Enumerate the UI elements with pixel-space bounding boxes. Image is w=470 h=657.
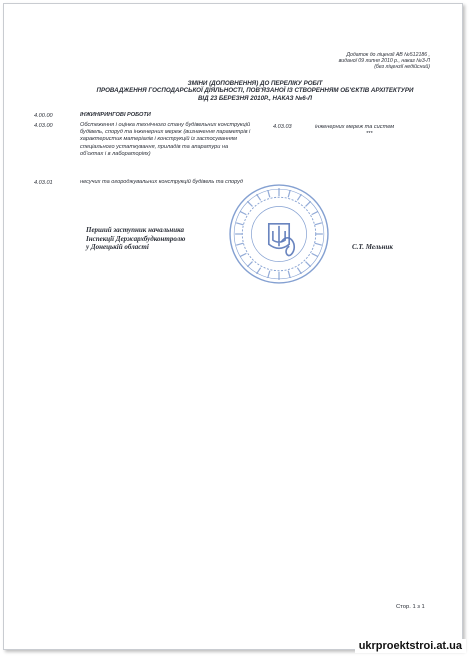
item-text-1: ІНЖИНІРИНГОВІ РОБОТИ — [80, 112, 151, 118]
item-text-2: Обстеження і оцінка технічного стану будівельних конструкцій будівель, споруд та інженерних мереж (визначення параметрів і характеристик матеріалів і конструкцій із застосуванням спеціального устаткування, приладів та апаратури на об'єктах і в лабораторіях) — [80, 122, 251, 157]
site-watermark: ukrproektstroi.at.ua — [355, 639, 466, 653]
item-code-3: 4.03.01 — [34, 180, 53, 186]
header-line-2: виданої 09 липня 2010 р., наказ №3-Л — [338, 58, 430, 65]
page-number: Стор. 1 з 1 — [396, 604, 425, 610]
title-line-2: ПРОВАДЖЕННЯ ГОСПОДАРСЬКОЇ ДІЯЛЬНОСТІ, ПОВ'ЯЗАНОЇ ІЗ СТВОРЕННЯМ ОБ'ЄКТІВ АРХІТЕКТУРИ — [96, 87, 414, 95]
signatory-line-3: у Донецькій області — [86, 243, 149, 252]
item-stars: *** — [366, 131, 373, 137]
signatory-line-1: Перший заступник начальника — [86, 226, 185, 234]
title-line-3: ВІД 23 БЕРЕЗНЯ 2010Р., НАКАЗ №6-Л — [197, 94, 313, 102]
signatory-line-2: Інспекції Держархбудконтролю — [86, 234, 186, 243]
item-text-3: несучих та огороджувальних конструкцій будівель та споруд — [80, 179, 243, 185]
signatory-name: С.Т. Мельник — [352, 243, 393, 251]
item-text-4: інженерних мереж та систем — [315, 124, 395, 130]
header-line-1: Додаток до ліцензії АВ №512186 , — [346, 52, 430, 58]
item-code-2: 4.03.00 — [34, 123, 53, 129]
signatory-title — [86, 226, 185, 252]
header-line-3: (без ліцензії недійсний) — [374, 64, 430, 71]
item-code-1: 4.00.00 — [34, 113, 53, 119]
official-seal-stamp — [228, 183, 330, 285]
document-title — [60, 80, 450, 102]
license-annex-header — [339, 52, 430, 71]
item-code-4: 4.03.03 — [273, 124, 292, 130]
title-line-1: ЗМІНИ (ДОПОВНЕННЯ) ДО ПЕРЕЛІКУ РОБІТ — [187, 80, 323, 87]
